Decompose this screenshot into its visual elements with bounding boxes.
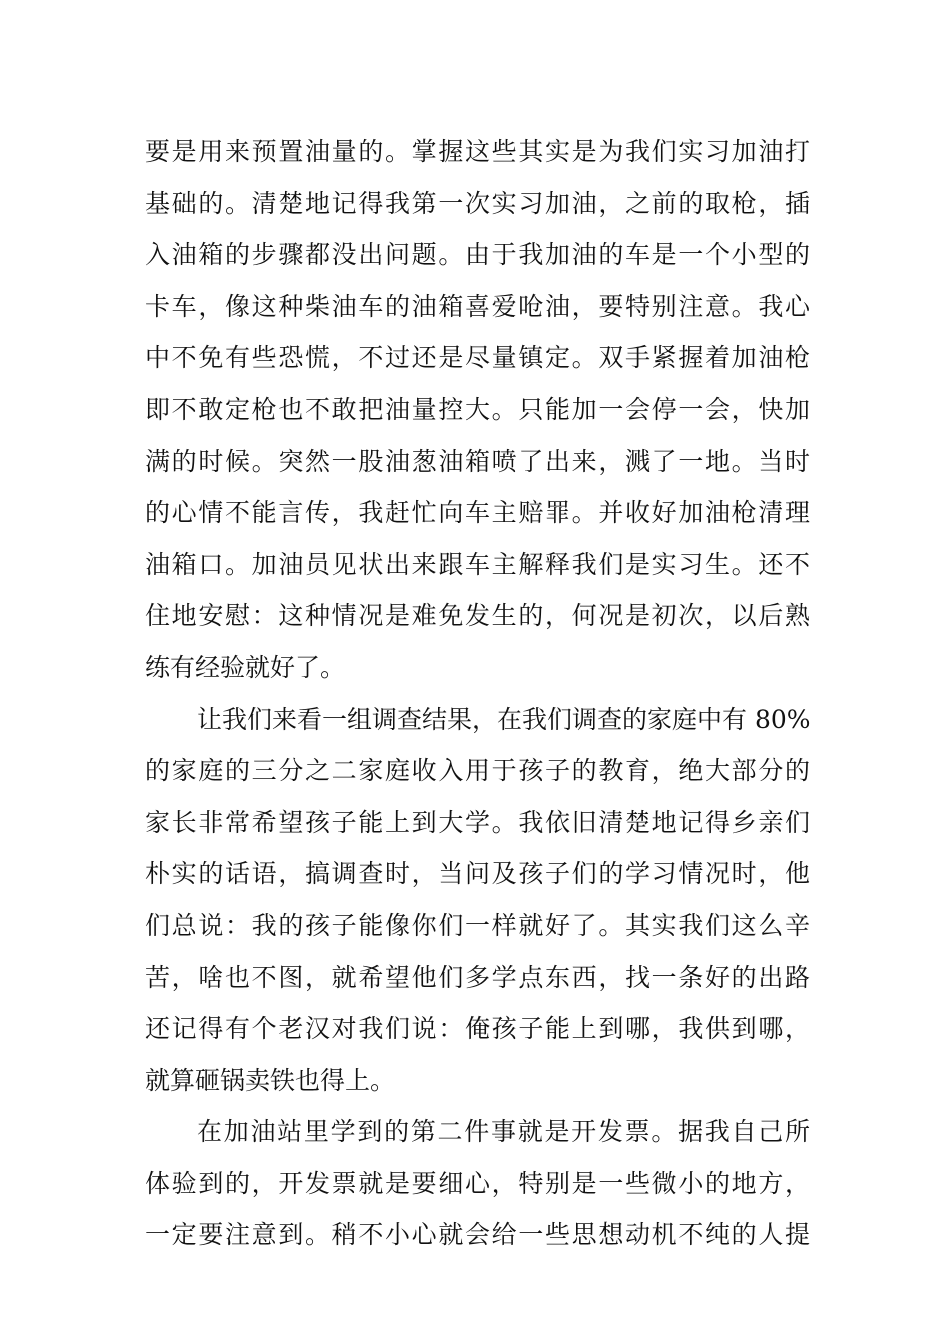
text-line: 朴实的话语，搞调查时，当问及孩子们的学习情况时，他: [145, 859, 810, 889]
paragraph-3: [145, 1106, 810, 1261]
text-line: 家长非常希望孩子能上到大学。我依旧清楚地记得乡亲们: [145, 807, 810, 837]
text-line: 满的时候。突然一股油葱油箱喷了出来，溅了一地。当时: [145, 446, 810, 476]
text-line: 还记得有个老汉对我们说：俺孩子能上到哪，我供到哪，: [145, 1014, 810, 1044]
text-line: 让我们来看一组调查结果，在我们调查的家庭中有 80%: [197, 704, 811, 734]
paragraph-1: [145, 126, 810, 694]
text-line: 入油箱的步骤都没出问题。由于我加油的车是一个小型的: [145, 240, 810, 270]
text-line: 们总说：我的孩子能像你们一样就好了。其实我们这么辛: [145, 910, 810, 940]
text-line: 一定要注意到。稍不小心就会给一些思想动机不纯的人提: [145, 1220, 810, 1250]
text-line: 要是用来预置油量的。掌握这些其实是为我们实习加油打: [145, 137, 810, 166]
text-line: 的家庭的三分之二家庭收入用于孩子的教育，绝大部分的: [145, 756, 810, 786]
text-line: 的心情不能言传，我赶忙向车主赔罪。并收好加油枪清理: [145, 498, 810, 528]
body-text: [145, 126, 810, 1261]
paragraph-2: [145, 694, 810, 1107]
text-line: 练有经验就好了。: [145, 652, 346, 682]
text-line: 即不敢定枪也不敢把油量控大。只能加一会停一会，快加: [145, 394, 810, 424]
text-line: 苦，啥也不图，就希望他们多学点东西，找一条好的出路: [145, 962, 810, 992]
text-line: 在加油站里学到的第二件事就是开发票。据我自己所: [197, 1117, 810, 1147]
text-line: 基础的。清楚地记得我第一次实习加油，之前的取枪，插: [145, 188, 810, 218]
text-line: 住地安慰：这种情况是难免发生的，何况是初次，以后熟: [145, 601, 810, 631]
text-line: 体验到的，开发票就是要细心，特别是一些微小的地方，: [145, 1168, 810, 1198]
text-line: 油箱口。加油员见状出来跟车主解释我们是实习生。还不: [145, 549, 810, 579]
text-line: 中不免有些恐慌，不过还是尽量镇定。双手紧握着加油枪: [145, 343, 810, 373]
text-line: 卡车，像这种柴油车的油箱喜爱呛油，要特别注意。我心: [145, 291, 810, 321]
text-line: 就算砸锅卖铁也得上。: [145, 1065, 396, 1095]
